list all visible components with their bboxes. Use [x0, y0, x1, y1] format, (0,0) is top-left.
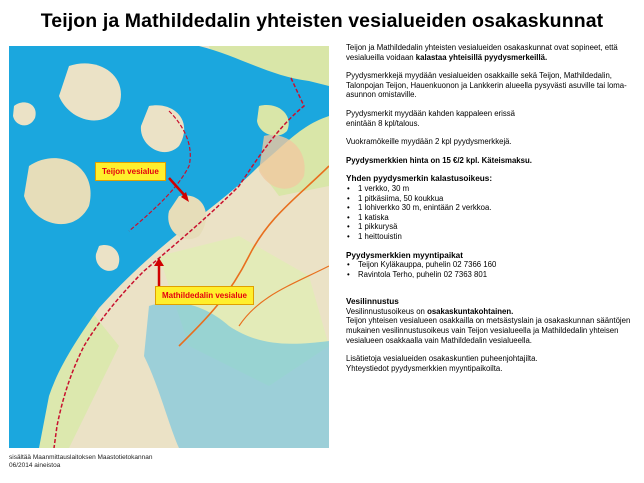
list-item: • 1 pitkäsiima, 50 koukkua [346, 194, 638, 204]
info-text [346, 43, 638, 382]
list-item: • 1 lohiverkko 30 m, enintään 2 verkkoa. [346, 203, 638, 213]
list-item: • 1 verkko, 30 m [346, 184, 638, 194]
footer-paragraph: Lisätietoja vesialueiden osakaskuntien puheenjohtajilta. Yhteystiedot pyydysmerkkien myyntipaikoilta. [346, 354, 538, 373]
hunting-paragraph: Vesilinnustusoikeus on osakaskuntakohtainen. Teijon yhteisen vesialueen osakkailla on metsästyslain ja osakaskunnan sääntöjen mukainen vesilinnustusoikeus vain Teijon vesialueella ja Mathildedalin yhteisen vesialueen osakkaalla vain Mathildedalin vesialueella. [346, 306, 631, 345]
list-item: • 1 katiska [346, 213, 638, 223]
hunting-heading: Vesilinnustus [346, 297, 399, 307]
rights-heading: Yhden pyydysmerkin kalastusoikeus: [346, 174, 493, 184]
map-graphic [9, 46, 329, 448]
list-item: • 1 heittouistin [346, 232, 638, 242]
map-credit: sisältää Maanmittauslaitoksen Maastotietokannan 06/2014 aineistoa [9, 454, 153, 469]
sales-heading: Pyydysmerkkien myyntipaikat [346, 250, 463, 260]
label-mathildedal: Mathildedalin vesialue [155, 286, 254, 305]
list-item: • Ravintola Terho, puhelin 02 7363 801 [346, 270, 638, 280]
sales-list [346, 260, 638, 279]
cottage-paragraph: Vuokramökeille myydään 2 kpl pyydysmerkkejä. [346, 137, 512, 147]
intro-paragraph: Teijon ja Mathildedalin yhteisten vesialueiden osakaskunnat ovat sopineet, että vesialueilla voidaan kalastaa yhteisillä pyydysmerkeillä. [346, 43, 618, 62]
eligibility-paragraph: Pyydysmerkkejä myydään vesialueiden osakkaille sekä Teijon, Mathildedalin, Talonpojan Teijon, Hauenkuonon ja Lankkerin alueella pysyvästi asuville tai loma-asunnon omistaville. [346, 71, 627, 100]
list-item: • Teijon Kyläkauppa, puhelin 02 7366 160 [346, 260, 638, 270]
price-paragraph: Pyydysmerkkien hinta on 15 €/2 kpl. Käteismaksu. [346, 155, 532, 165]
quantity-paragraph: Pyydysmerkit myydään kahden kappaleen erissä enintään 8 kpl/talous. [346, 108, 516, 128]
map [9, 46, 329, 448]
page-title: Teijon ja Mathildedalin yhteisten vesialueiden osakaskunnat [40, 10, 604, 32]
list-item: • 1 pikkurysä [346, 222, 638, 232]
label-teijo: Teijon vesialue [95, 162, 166, 181]
rights-list [346, 184, 638, 242]
